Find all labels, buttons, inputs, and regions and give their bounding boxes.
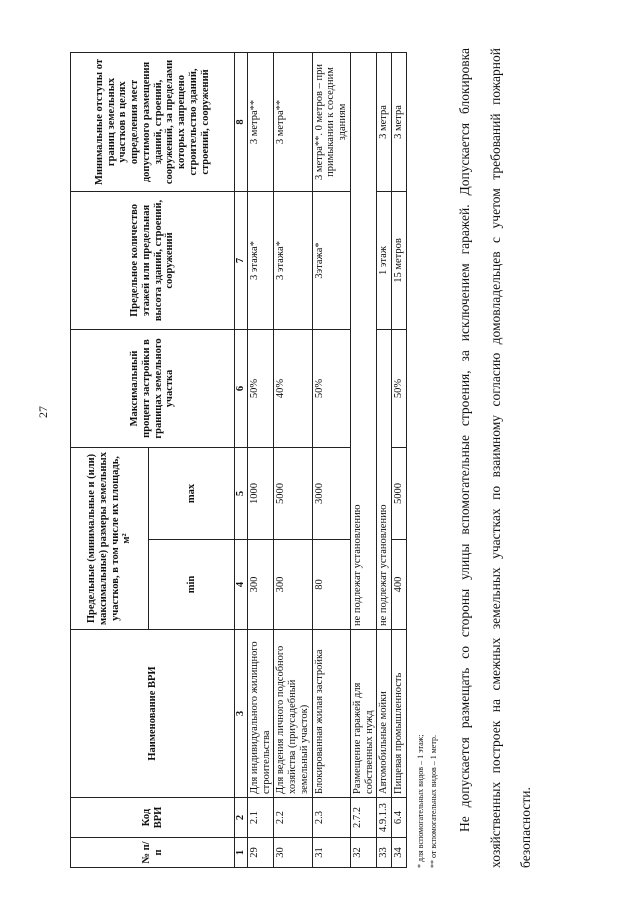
row-floors: 1 этаж <box>377 191 392 329</box>
row-merged-note: не подлежат установлению <box>377 329 392 629</box>
header-num: № п/п <box>71 838 235 868</box>
row-merged-note: не подлежат установлению <box>350 52 377 629</box>
row-num: 32 <box>350 838 377 868</box>
header-setback: Минимальные отступы от границ земельных участков в целях определения мест допустимого размещения зданий, строений, сооружений, за пределами которых запрещено строительство зданий, строений, сооружений <box>71 52 235 191</box>
footnote: ** от вспомогательных видов – 1 метр. <box>428 735 438 868</box>
row-name: Автомобильные мойки <box>377 630 392 798</box>
footnotes <box>415 48 441 868</box>
row-setback: 3 метра**. 0 метров – при примыкании к соседним зданиям <box>312 52 350 191</box>
footnote: * для вспомогательных видов – 1 этаж; <box>415 734 425 868</box>
row-percent: 50% <box>392 329 407 447</box>
row-min: 80 <box>312 540 350 630</box>
row-name: Для ведения личного подсобного хозяйства (приусадебный земельный участок) <box>274 630 312 798</box>
table-row <box>377 52 392 867</box>
row-floors: 3этажа* <box>312 191 350 329</box>
row-floors: 3 этажа* <box>247 191 274 329</box>
row-setback: 3 метра <box>377 52 392 191</box>
row-code: 2.1 <box>247 798 274 838</box>
row-code: 2.7.2 <box>350 798 377 838</box>
column-number-row <box>235 52 248 867</box>
row-max: 3000 <box>312 447 350 539</box>
col-number: 1 <box>235 838 248 868</box>
table-row <box>247 52 274 867</box>
row-code: 2.3 <box>312 798 350 838</box>
row-code: 4.9.1.3 <box>377 798 392 838</box>
row-percent: 50% <box>247 329 274 447</box>
row-setback: 3 метра** <box>274 52 312 191</box>
table-row <box>392 52 407 867</box>
row-num: 30 <box>274 838 312 868</box>
col-number: 7 <box>235 191 248 329</box>
col-number: 3 <box>235 630 248 798</box>
row-setback: 3 метра** <box>247 52 274 191</box>
row-num: 33 <box>377 838 392 868</box>
row-name: Блокированная жилая застройка <box>312 630 350 798</box>
col-number: 8 <box>235 52 248 191</box>
row-num: 34 <box>392 838 407 868</box>
col-number: 6 <box>235 329 248 447</box>
row-name: Пищевая промышленность <box>392 630 407 798</box>
row-setback: 3 метра <box>392 52 407 191</box>
rotated-page-content <box>70 48 615 868</box>
body-paragraph <box>450 48 541 868</box>
row-max: 5000 <box>274 447 312 539</box>
col-number: 2 <box>235 798 248 838</box>
row-num: 29 <box>247 838 274 868</box>
row-percent: 50% <box>312 329 350 447</box>
row-min: 300 <box>274 540 312 630</box>
header-code: Код ВРИ <box>71 798 235 838</box>
header-max: max <box>149 447 235 539</box>
col-number: 5 <box>235 447 248 539</box>
row-max: 5000 <box>392 447 407 539</box>
row-name: Размещение гаражей для собственных нужд <box>350 630 377 798</box>
row-min: 300 <box>247 540 274 630</box>
vri-table <box>70 52 407 868</box>
table-row <box>312 52 350 867</box>
page-number: 27 <box>36 406 50 418</box>
header-min: min <box>149 540 235 630</box>
row-min: 400 <box>392 540 407 630</box>
header-floors: Предельное количество этажей или предельная высота зданий, строений, сооружений <box>71 191 235 329</box>
row-name: Для индивидуального жилищного строительства <box>247 630 274 798</box>
row-percent: 40% <box>274 329 312 447</box>
table-row <box>274 52 312 867</box>
row-floors: 3 этажа* <box>274 191 312 329</box>
header-name: Наименование ВРИ <box>71 630 235 798</box>
row-num: 31 <box>312 838 350 868</box>
paragraph-text: Не допускается размещать со стороны улицы вспомогательные строения, за исключением гаражей. Допускается блокировка хозяйственных построек на смежных земельных участках по взаимному согласию домовладельцев с учетом требований пожарной безопасности. <box>457 48 534 868</box>
header-area: Предельные (минимальные и (или) максимальные) размеры земельных участков, в том числе их площадь, м² <box>71 447 149 629</box>
col-number: 4 <box>235 540 248 630</box>
row-code: 6.4 <box>392 798 407 838</box>
row-max: 1000 <box>247 447 274 539</box>
table-row <box>350 52 377 867</box>
row-floors: 15 метров <box>392 191 407 329</box>
row-code: 2.2 <box>274 798 312 838</box>
header-percent: Максимальный процент застройки в границах земельного участка <box>71 329 235 447</box>
